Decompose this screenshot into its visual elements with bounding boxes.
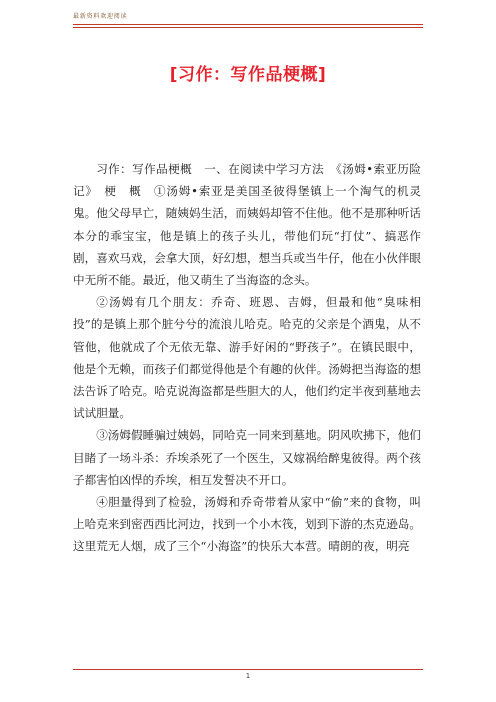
body-paragraph: ④胆量得到了检验，汤姆和乔奇带着从家中“偷”来的食物，叫上哈克来到密西西比河边，找到一个小木筏，划到下游的杰克逊岛。这里荒无人烟，成了三个“小海盗”的快乐大本营。晴朗的夜，明亮 (73, 495, 421, 554)
footer-rule (73, 669, 423, 670)
page-footer (73, 669, 423, 689)
document-body (73, 158, 421, 558)
body-paragraph: ③汤姆假睡骗过姨妈，同哈克一同来到墓地。阴风吹拂下，他们目睹了一场斗杀：乔埃杀死了一个医生，又嫁祸给醉鬼彼得。两个孩子都害怕凶悍的乔埃，相互发誓决不开口。 (73, 428, 421, 487)
body-paragraph: ②汤姆有几个朋友：乔奇、班恩、吉姆，但最和他“臭味相投”的是镇上那个脏兮兮的流浪儿哈克。哈克的父亲是个酒鬼，从不管他，他就成了个无依无靠、游手好闲的“野孩子”。在镇民眼中，他是个无赖，而孩子们都觉得他是个有趣的伙伴。汤姆把当海盗的想法告诉了哈克。哈克说海盗都是些胆大的人，他们约定半夜到墓地去试试胆量。 (73, 295, 421, 421)
header-rule (73, 24, 423, 25)
body-paragraph: 习作：写作品梗概 一、在阅读中学习方法 《汤姆•索亚历险记》 梗 概 ①汤姆•索亚是美国圣彼得堡镇上一个淘气的机灵鬼。他父母早亡，随姨妈生活，而姨妈却管不住他。他不是那种听话本分的乖宝宝，他是镇上的孩子头儿，带他们玩“打仗”、搞恶作剧，喜欢马戏，会拿大顶，好幻想，想当兵或当牛仔，他在小伙伴眼中无所不能。最近，他又萌生了当海盗的念头。 (73, 162, 421, 288)
document-title: [习作：写作品梗概] (169, 65, 327, 85)
page-header (73, 9, 423, 27)
page-number: 1 (245, 672, 251, 680)
header-rule-thin (73, 27, 423, 28)
header-text: 最新资料欢迎阅读 (73, 13, 128, 20)
